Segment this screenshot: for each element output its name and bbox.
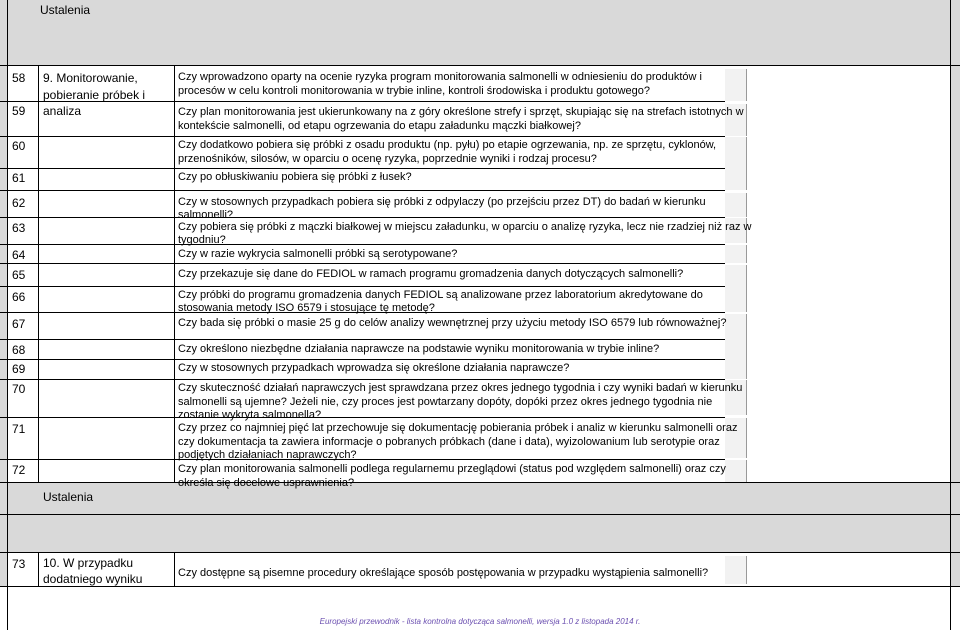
rule — [0, 286, 725, 287]
row-number: 70 — [12, 382, 26, 396]
col-rule — [38, 552, 39, 586]
question-line: podjętych działaniach naprawczych? — [178, 449, 357, 461]
header-band — [0, 0, 960, 65]
question-line: Czy w stosownych przypadkach wprowadza się określone działania naprawcze? — [178, 362, 570, 374]
header-title: Ustalenia — [40, 3, 91, 17]
section-10-title-2: dodatniego wyniku — [43, 572, 143, 586]
question-line: procesów w celu kontroli monitorowania w trybie inline, kontroli środowiska i produktu gotowego? — [178, 85, 651, 97]
row-number: 64 — [12, 248, 26, 262]
answer-box-73[interactable] — [725, 556, 747, 584]
rule — [0, 65, 960, 66]
question-line: kontekście salmonelli, od etapu ogrzewania do etapu załadunku mączki białkowej? — [178, 120, 581, 132]
rule — [0, 552, 960, 553]
question-line: Czy określono niezbędne działania naprawcze na podstawie wyniku monitorowania w trybie inline? — [178, 343, 660, 355]
rule — [0, 217, 725, 218]
answer-box-72[interactable] — [725, 460, 747, 482]
question-line: Czy pobiera się próbki z mączki białkowej w miejscu załadunku, w oparciu o analizę ryzyka, lecz nie rzadziej niż raz w — [178, 221, 752, 233]
row-number: 63 — [12, 221, 26, 235]
rule — [0, 482, 960, 483]
col-rule — [38, 65, 39, 482]
question-line: Czy przez co najmniej pięć lat przechowuje się dokumentację pobierania próbek i analiz w kierunku salmonelli oraz — [178, 422, 738, 434]
row-number: 69 — [12, 362, 26, 376]
footer-note: Europejski przewodnik - lista kontrolna dotycząca salmonelli, wersja 1.0 z listopada 2014 r. — [319, 617, 641, 626]
rule — [0, 379, 725, 380]
section-10-title-1: 10. W przypadku — [43, 556, 134, 570]
question-line: określa się docelowe usprawnienia? — [178, 477, 355, 489]
question-line: Czy po obłuskiwaniu pobiera się próbki z łusek? — [178, 171, 412, 183]
row-number: 73 — [12, 557, 26, 571]
row-number: 72 — [12, 463, 26, 477]
question-line: Czy próbki do programu gromadzenia danych FEDIOL są analizowane przez laboratorium akredytowane do — [178, 289, 703, 301]
question-line: Czy plan monitorowania jest ukierunkowany na z góry określone strefy i sprzęt, skupiając się na strefach istotnych w — [178, 106, 744, 118]
row-number: 61 — [12, 171, 26, 185]
question-line: czy dokumentacja ta zawiera informacje o pobranych próbkach (dane i data), wyizolowanium lub serotypie oraz — [178, 436, 720, 448]
row-number: 67 — [12, 317, 26, 331]
question-line: Czy skuteczność działań naprawczych jest sprawdzana przez okres jednego tygodnia i czy wyniki badań w kierunku — [178, 382, 743, 394]
findings-band — [0, 482, 960, 514]
row-number: 71 — [12, 422, 26, 436]
findings-title: Ustalenia — [43, 490, 94, 504]
answer-box-69[interactable] — [725, 359, 747, 379]
section-9-title-3: analiza — [43, 104, 82, 118]
answer-box-67[interactable] — [725, 314, 747, 339]
right-gutter-73 — [950, 552, 960, 586]
answer-box-64[interactable] — [725, 245, 747, 263]
right-gutter — [950, 65, 960, 514]
row-number: 66 — [12, 290, 26, 304]
question-line: Czy plan monitorowania salmonelli podlega regularnemu przeglądowi (status pod względem salmonelli) oraz czy — [178, 463, 726, 475]
rule — [0, 339, 725, 340]
rule — [0, 586, 960, 587]
rule — [0, 136, 725, 137]
question-line: Czy w stosownych przypadkach pobiera się próbki z odpylaczy (po przejściu przez DT) do badań w kierunku — [178, 196, 706, 208]
col-rule — [950, 0, 951, 630]
answer-box-68[interactable] — [725, 339, 747, 359]
question-line: Czy dostępne są pisemne procedury określające sposób postępowania w przypadku wystąpienia salmonelli? — [178, 567, 709, 579]
question-line: salmonelli? — [178, 209, 234, 221]
row-number: 60 — [12, 139, 26, 153]
row-number: 68 — [12, 343, 26, 357]
row-number: 65 — [12, 268, 26, 282]
answer-box-65[interactable] — [725, 265, 747, 287]
answer-box-66[interactable] — [725, 287, 747, 312]
rule — [0, 359, 725, 360]
question-line: Czy wprowadzono oparty na ocenie ryzyka program monitorowania salmonelli w odniesieniu do produktów i — [178, 71, 702, 83]
rule — [0, 459, 725, 460]
answer-box-60[interactable] — [725, 137, 747, 168]
col-rule — [174, 65, 175, 482]
rule — [0, 168, 725, 169]
question-line: Czy w razie wykrycia salmonelli próbki są serotypowane? — [178, 248, 458, 260]
question-line: Czy przekazuje się dane do FEDIOL w ramach programu gromadzenia danych dotyczących salmonelli? — [178, 268, 684, 280]
question-line: zostanie wykryta salmonella? — [178, 409, 322, 421]
question-line: stosowania metody ISO 6579 i stosujące tę metodę? — [178, 302, 435, 314]
rule — [0, 417, 725, 418]
rule — [0, 190, 725, 191]
question-line: Czy dodatkowo pobiera się próbki z osadu produktu (np. pyłu) po etapie ogrzewania, np. ze sprzętu, cyklonów, — [178, 139, 717, 151]
rule — [0, 244, 725, 245]
question-line: Czy bada się próbki o masie 25 g do celów analizy wewnętrznej przy użyciu metody ISO 6579 lub równoważnej? — [178, 317, 727, 329]
col-rule — [7, 0, 8, 630]
rule — [0, 263, 725, 264]
col-rule — [174, 552, 175, 586]
answer-box-61[interactable] — [725, 168, 747, 190]
section-9-title-2: pobieranie próbek i — [43, 88, 146, 102]
row-number: 59 — [12, 104, 26, 118]
section-9-title-1: 9. Monitorowanie, — [43, 71, 138, 85]
answer-box-58[interactable] — [725, 69, 747, 101]
question-line: tygodniu? — [178, 234, 226, 246]
rule — [0, 514, 960, 515]
question-line: salmonelli są ujemne? Jeżeli nie, czy proces jest powtarzany dopóty, dopóki przez okres jednego tygodnia nie — [178, 396, 713, 408]
answer-box-62[interactable] — [725, 193, 747, 217]
row-number: 58 — [12, 71, 26, 85]
gap-band — [0, 514, 960, 552]
row-number: 62 — [12, 196, 26, 210]
question-line: przenośników, silosów, w oparciu o ocenę ryzyka, poprzednie wyniki i rodzaj procesu? — [178, 153, 597, 165]
